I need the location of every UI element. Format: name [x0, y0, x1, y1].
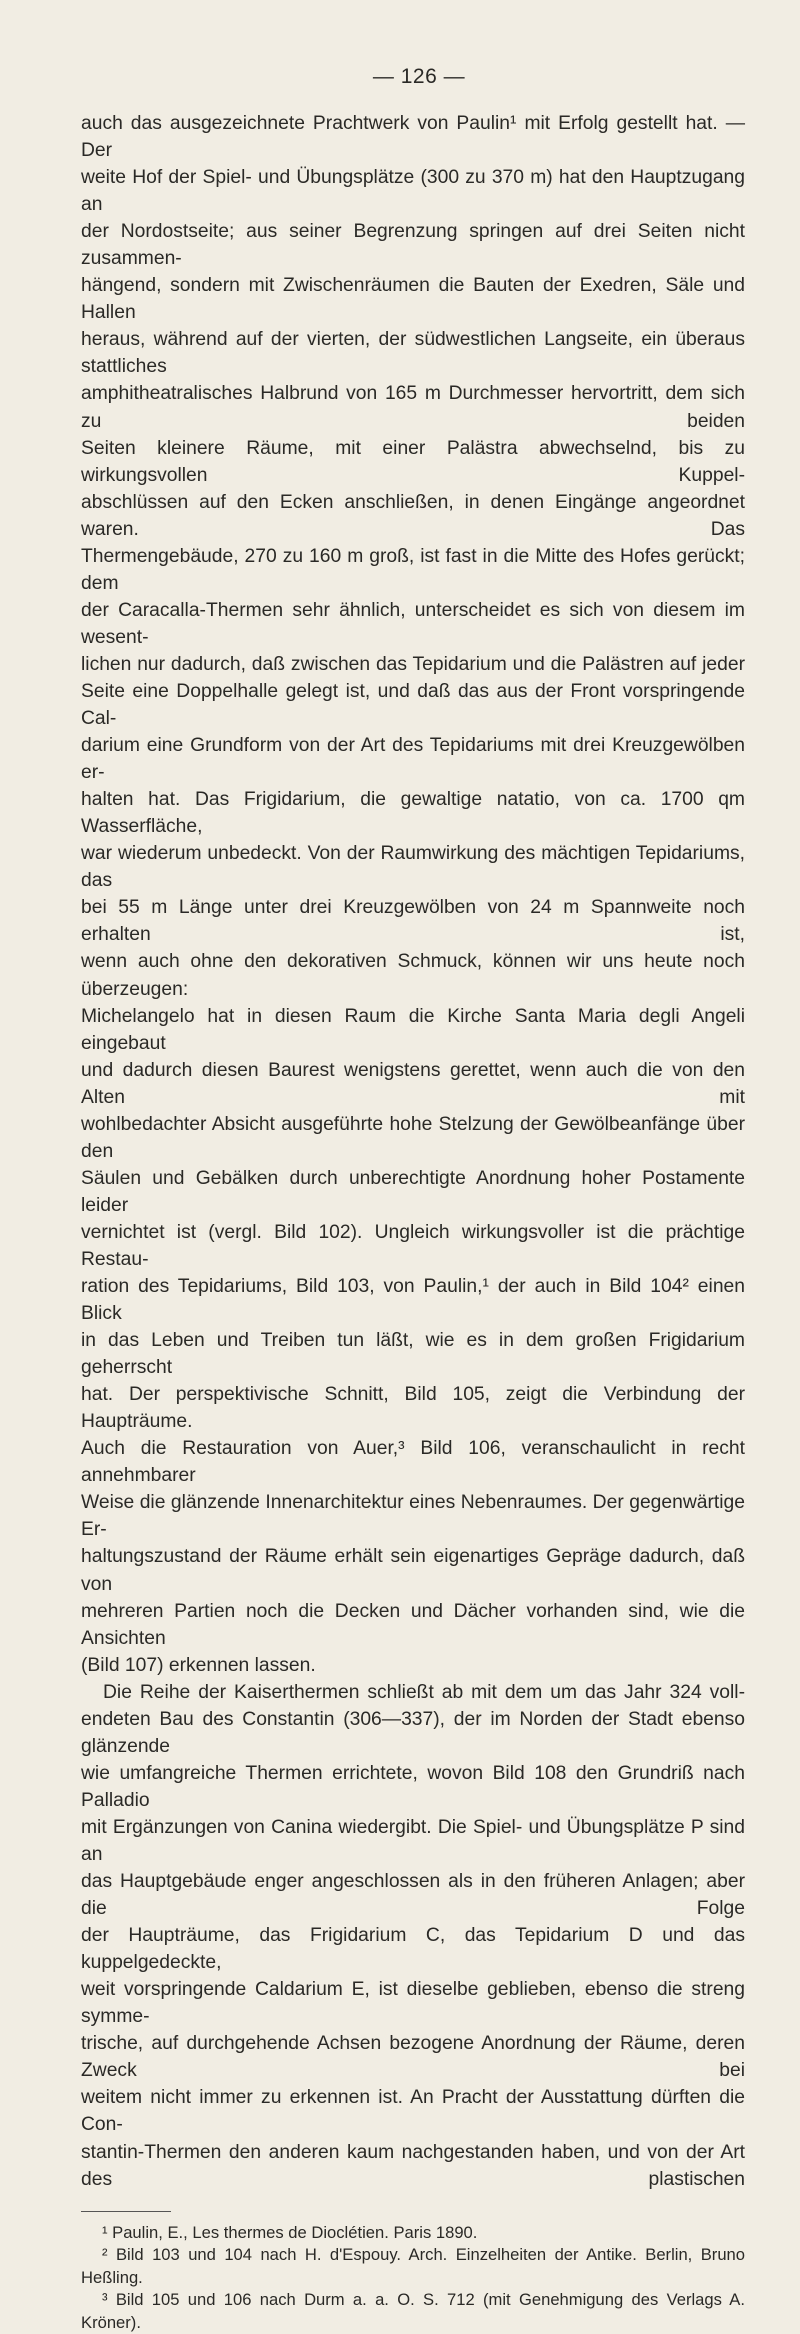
text-line: halten hat. Das Frigidarium, die gewaltige natatio, von ca. 1700 qm Wasserfläche, [81, 789, 745, 838]
text-line: Thermengebäude, 270 zu 160 m groß, ist fast in die Mitte des Hofes gerückt; dem [81, 545, 745, 594]
text-line: weit vorspringende Caldarium E, ist dieselbe geblieben, ebenso die streng symme- [81, 1979, 745, 2028]
text-line: weitem nicht immer zu erkennen ist. An Pracht der Ausstattung dürften die Con- [81, 2087, 745, 2136]
text-line: hängend, sondern mit Zwischenräumen die Bauten der Exedren, Säle und Hallen [81, 275, 745, 324]
text-line: der Haupträume, das Frigidarium C, das Tepidarium D und das kuppelgedeckte, [81, 1925, 745, 1974]
footnote: ² Bild 103 und 104 nach H. d'Espouy. Arch. Einzelheiten der Antike. Berlin, Bruno [102, 2245, 745, 2265]
footnotes [81, 2222, 745, 2334]
footnote: ¹ Paulin, E., Les thermes de Dioclétien. Paris 1890. [102, 2222, 478, 2242]
text-line: wohlbedachter Absicht ausgeführte hohe Stelzung der Gewölbeanfänge über den [81, 1113, 745, 1162]
text-line: in das Leben und Treiben tun läßt, wie es in dem großen Frigidarium geherrscht [81, 1330, 745, 1379]
text-line: (Bild 107) erkennen lassen. [81, 1654, 316, 1676]
text-line: mit Ergänzungen von Canina wiedergibt. Die Spiel- und Übungsplätze P sind an [81, 1816, 745, 1865]
text-line: das Hauptgebäude enger angeschlossen als in den früheren Anlagen; aber die Folge [81, 1871, 745, 1920]
footnote: Heßling. [81, 2267, 143, 2287]
text-line: Die Reihe der Kaiserthermen schließt ab mit dem um das Jahr 324 voll- [103, 1681, 745, 1703]
text-line: bei 55 m Länge unter drei Kreuzgewölben von 24 m Spannweite noch erhalten ist, [81, 897, 745, 946]
text-line: amphitheatralisches Halbrund von 165 m Durchmesser hervortritt, dem sich zu beiden [81, 383, 745, 432]
text-line: Michelangelo hat in diesen Raum die Kirche Santa Maria degli Angeli eingebaut [81, 1005, 745, 1054]
text-line: wie umfangreiche Thermen errichtete, wovon Bild 108 den Grundriß nach Palladio [81, 1762, 745, 1811]
text-line: mehreren Partien noch die Decken und Dächer vorhanden sind, wie die Ansichten [81, 1600, 745, 1649]
text-line: der Caracalla-Thermen sehr ähnlich, unterscheidet es sich von diesem im wesent- [81, 599, 745, 648]
text-line: darium eine Grundform von der Art des Tepidariums mit drei Kreuzgewölben er- [81, 735, 745, 784]
text-line: Weise die glänzende Innenarchitektur eines Nebenraumes. Der gegenwärtige Er- [81, 1492, 745, 1541]
body-text [81, 110, 745, 2193]
text-line: Seite eine Doppelhalle gelegt ist, und daß das aus der Front vorspringende Cal- [81, 680, 745, 730]
page-number: — 126 — [372, 65, 466, 88]
text-line: vernichtet ist (vergl. Bild 102). Ungleich wirkungsvoller ist die prächtige Restau- [81, 1221, 745, 1270]
text-line: Seiten kleinere Räume, mit einer Palästra abwechselnd, bis zu wirkungsvollen Kuppel- [81, 437, 745, 486]
text-line: wenn auch ohne den dekorativen Schmuck, können wir uns heute noch überzeugen: [81, 951, 745, 1000]
text-line: heraus, während auf der vierten, der südwestlichen Langseite, ein überaus stattliches [81, 329, 745, 378]
text-line: ration des Tepidariums, Bild 103, von Paulin,¹ der auch in Bild 104² einen Blick [81, 1276, 745, 1325]
book-page [81, 62, 745, 2334]
footnote-divider [81, 2211, 171, 2212]
text-line: endeten Bau des Constantin (306—337), der im Norden der Stadt ebenso glänzende [81, 1708, 745, 1757]
footnote: ³ Bild 105 und 106 nach Durm a. a. O. S. 712 (mit Genehmigung des Verlags A. Kröner). [81, 2290, 745, 2332]
text-line: Auch die Restauration von Auer,³ Bild 106, veranschaulicht in recht annehmbarer [81, 1438, 745, 1487]
text-line: stantin-Thermen den anderen kaum nachgestanden haben, und von der Art des plastischen [81, 2141, 745, 2190]
text-line: hat. Der perspektivische Schnitt, Bild 105, zeigt die Verbindung der Haupträume. [81, 1384, 745, 1433]
text-line: auch das ausgezeichnete Prachtwerk von Paulin¹ mit Erfolg gestellt hat. — Der [81, 113, 745, 162]
text-line: und dadurch diesen Baurest wenigstens gerettet, wenn auch die von den Alten mit [81, 1059, 745, 1108]
text-line: lichen nur dadurch, daß zwischen das Tepidarium und die Palästren auf jeder [81, 653, 745, 675]
text-line: Säulen und Gebälken durch unberechtigte Anordnung hoher Postamente leider [81, 1167, 745, 1216]
text-line: der Nordostseite; aus seiner Begrenzung springen auf drei Seiten nicht zusammen- [81, 221, 745, 270]
text-line: weite Hof der Spiel- und Übungsplätze (300 zu 370 m) hat den Hauptzugang an [81, 167, 745, 216]
text-line: abschlüssen auf den Ecken anschließen, in denen Eingänge angeordnet waren. Das [81, 491, 745, 540]
text-line: war wiederum unbedeckt. Von der Raumwirkung des mächtigen Tepidariums, das [81, 843, 745, 892]
text-line: trische, auf durchgehende Achsen bezogene Anordnung der Räume, deren Zweck bei [81, 2033, 745, 2082]
text-line: haltungszustand der Räume erhält sein eigenartiges Gepräge dadurch, daß von [81, 1546, 745, 1595]
